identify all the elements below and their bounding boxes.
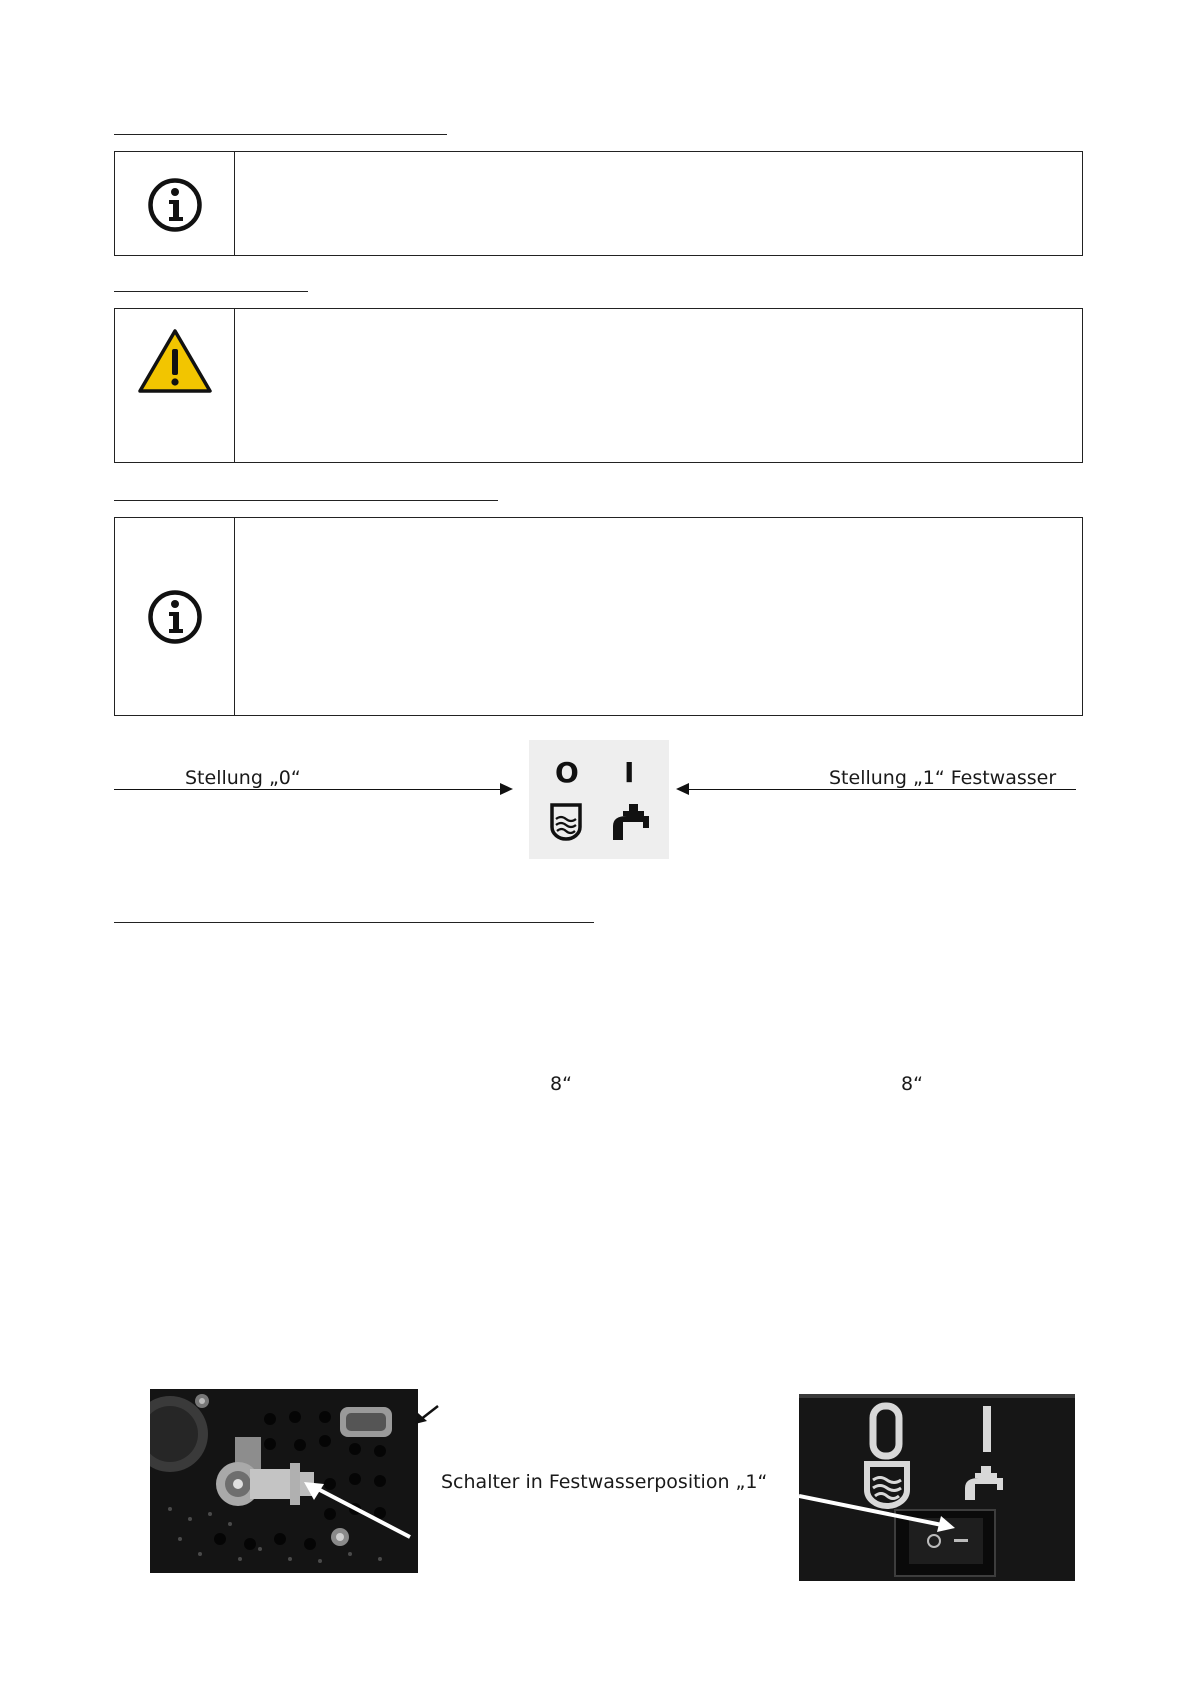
info-icon — [147, 589, 203, 645]
pos1-arrow-line — [682, 789, 1076, 790]
info-icon-cell — [115, 152, 235, 255]
size-fragment-right: 8“ — [901, 1073, 923, 1095]
section-heading-rule-4 — [114, 922, 594, 923]
water-tank-icon — [549, 803, 583, 841]
pointer-arrow-icon — [414, 1404, 440, 1426]
pos0-label: Stellung „0“ — [185, 767, 301, 789]
info-note-box-1 — [114, 151, 1083, 256]
section-heading-rule-3 — [114, 500, 498, 501]
section-heading-rule-2 — [114, 291, 308, 292]
water-tap-icon — [609, 802, 651, 842]
info-icon-cell — [115, 518, 235, 715]
position-one-symbol: I — [624, 756, 635, 789]
pos1-label: Stellung „1“ Festwasser — [829, 767, 1057, 789]
size-fragment-left: 8“ — [550, 1073, 572, 1095]
arrow-right-icon — [500, 782, 514, 796]
position-zero-symbol: O — [555, 756, 579, 789]
pos0-arrow-line — [114, 789, 506, 790]
warning-icon-cell — [115, 309, 235, 462]
pointer-arrow-icon — [302, 1480, 414, 1540]
info-icon — [147, 177, 203, 233]
section-heading-rule-1 — [114, 134, 447, 135]
switch-symbol-panel — [529, 740, 669, 859]
figure-caption: Schalter in Festwasserposition „1“ — [441, 1471, 768, 1493]
warning-icon — [137, 327, 213, 395]
info-note-box-2 — [114, 517, 1083, 716]
switch-panel-photo — [799, 1394, 1075, 1581]
switch-photo-illustration — [799, 1394, 1075, 1581]
warning-note-box — [114, 308, 1083, 463]
